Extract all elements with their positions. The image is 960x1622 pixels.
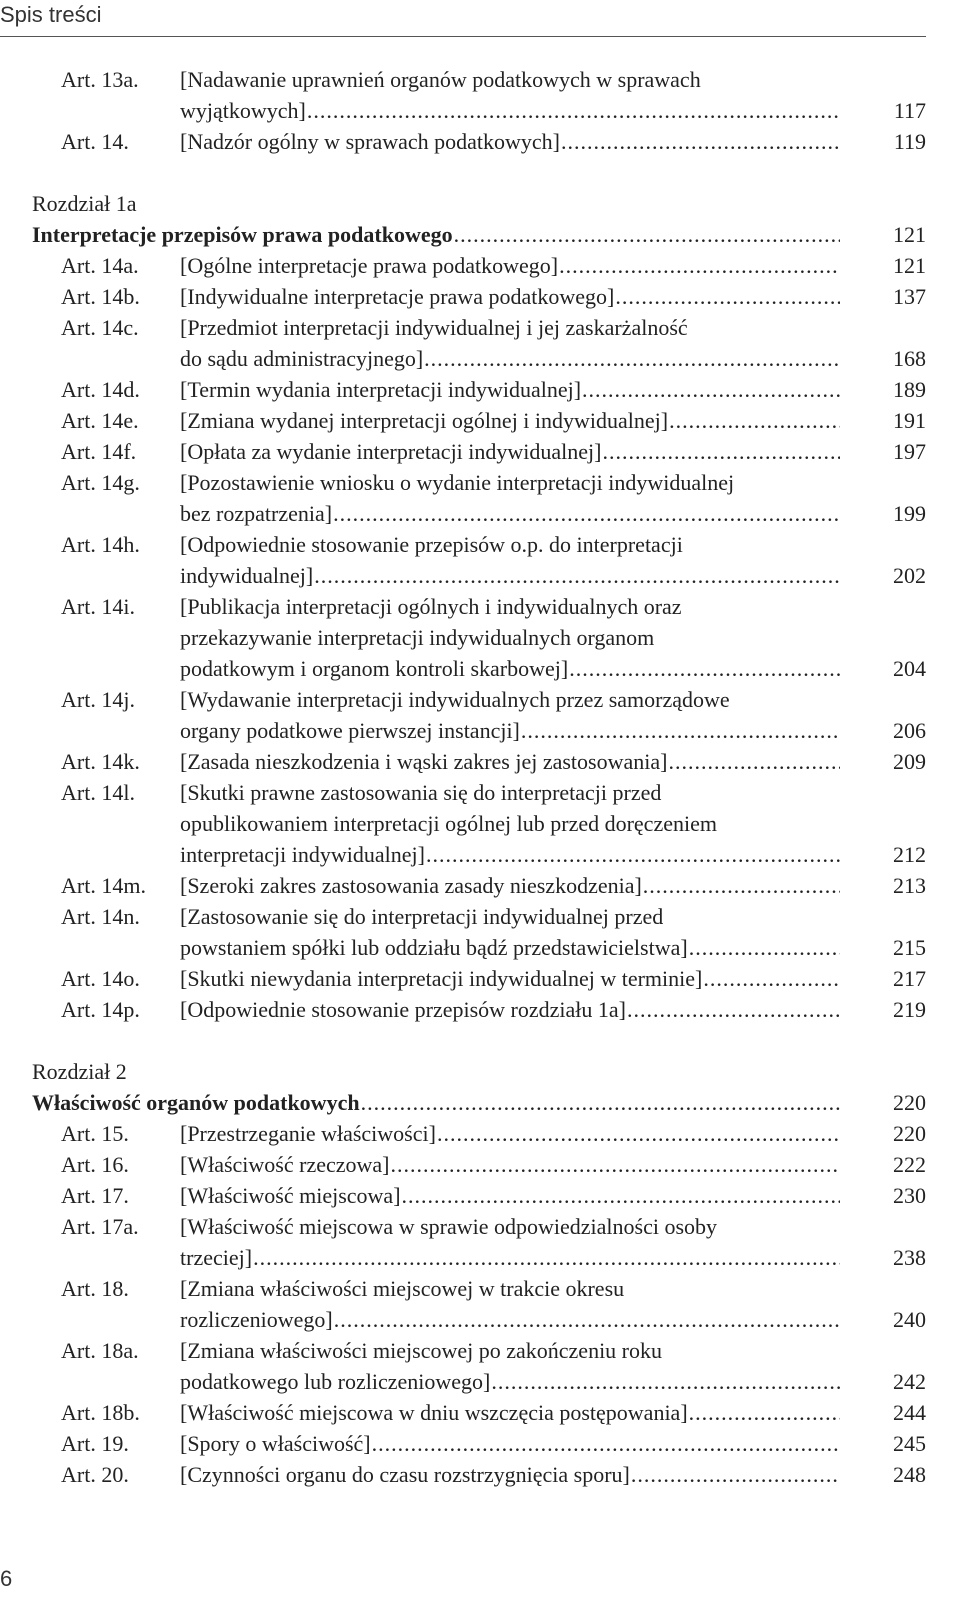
article-title-line [180,1149,926,1180]
toc-entry[interactable] [0,746,926,777]
toc-section [0,64,926,157]
article-title-line [180,1428,926,1459]
toc-entry[interactable] [0,281,926,312]
article-number: Art. 18. [61,1276,129,1301]
toc-entry[interactable] [0,312,926,374]
article-title [180,126,926,157]
toc-entry[interactable] [0,1428,926,1459]
page-ref: 199 [893,501,926,526]
article-title [180,746,926,777]
page-ref: 230 [893,1183,926,1208]
article-title-line [180,560,926,591]
article-title [180,281,926,312]
article-title [180,591,926,684]
dot-leader [703,963,840,994]
article-title-line [180,498,926,529]
article-title-text: [Czynności organu do czasu rozstrzygnięcia sporu] [180,1462,630,1487]
page-ref: 242 [893,1369,926,1394]
article-number: Art. 20. [61,1462,129,1487]
toc-entry[interactable] [0,1149,926,1180]
article-title-text: [Przestrzeganie właściwości] [180,1121,436,1146]
page-ref: 244 [893,1400,926,1425]
article-title-line [180,1397,926,1428]
page-ref: 217 [893,966,926,991]
article-title-line [180,1242,926,1273]
toc-entry[interactable] [0,870,926,901]
article-title-line [180,281,926,312]
article-title-line [180,870,926,901]
running-head: Spis treści [0,2,102,27]
dot-leader [402,1180,840,1211]
article-title-text: [Nadawanie uprawnień organów podatkowych w sprawach [180,67,701,92]
article-title-line [180,250,926,281]
toc-entry[interactable] [0,963,926,994]
article-number: Art. 14o. [61,966,140,991]
chapter-title: Właściwość organów podatkowych [32,1090,360,1115]
article-number: Art. 17. [61,1183,129,1208]
article-title-text: [Zmiana właściwości miejscowej po zakończeniu roku [180,1338,663,1363]
article-title [180,467,926,529]
article-title-text: powstaniem spółki lub oddziału bądź przedstawicielstwa] [180,935,688,960]
article-title-text: opublikowaniem interpretacji ogólnej lub przed doręczeniem [180,811,717,836]
article-number: Art. 14b. [61,284,140,309]
page-ref: 215 [893,935,926,960]
dot-leader [424,343,840,374]
dot-leader [559,250,840,281]
article-title [180,870,926,901]
article-title-line [180,1335,926,1366]
chapter-label: Rozdział 2 [32,1059,127,1084]
article-title-text: [Właściwość miejscowa w dniu wszczęcia postępowania] [180,1400,688,1425]
article-number: Art. 14a. [61,253,139,278]
toc-entry[interactable] [0,1459,926,1490]
article-title [180,436,926,467]
article-title [180,374,926,405]
toc-entry[interactable] [0,1397,926,1428]
chapter-page-number: 220 [893,1090,926,1115]
article-title [180,777,926,870]
article-title-text: rozliczeniowego] [180,1307,333,1332]
article-title-text: [Opłata za wydanie interpretacji indywidualnej] [180,439,602,464]
page-ref: 202 [893,563,926,588]
toc-entry[interactable] [0,684,926,746]
article-title-line [180,1211,926,1242]
article-title-line [180,374,926,405]
page-ref: 240 [893,1307,926,1332]
article-title-text: [Właściwość miejscowa w sprawie odpowiedzialności osoby [180,1214,718,1239]
dot-leader [627,994,840,1025]
toc-section [0,1056,926,1490]
article-title-text: [Nadzór ogólny w sprawach podatkowych] [180,129,560,154]
dot-leader [615,281,840,312]
page-ref: 245 [893,1431,926,1456]
article-title [180,1211,926,1273]
article-title-text: bez rozpatrzenia] [180,501,333,526]
article-number: Art. 14e. [61,408,139,433]
page-ref: 121 [893,253,926,278]
dot-leader [253,1242,840,1273]
chapter-title-row[interactable] [0,1087,926,1118]
article-title-text: [Zastosowanie się do interpretacji indywidualnej przed [180,904,664,929]
page-ref: 213 [893,873,926,898]
chapter-page-number: 121 [893,222,926,247]
article-title-text: [Zasada nieszkodzenia i wąski zakres jej zastosowania] [180,749,668,774]
dot-leader [668,746,840,777]
article-title [180,64,926,126]
page-ref: 137 [893,284,926,309]
toc-entry[interactable] [0,1118,926,1149]
article-title-line [180,932,926,963]
article-title-line [180,436,926,467]
page-ref: 248 [893,1462,926,1487]
dot-leader [603,436,841,467]
article-title-line [180,1118,926,1149]
article-title-line [180,1180,926,1211]
article-title-line [180,684,926,715]
article-title-line [180,1273,926,1304]
article-title-line [180,622,926,653]
dot-leader [314,560,840,591]
article-title [180,901,926,963]
toc-entry[interactable] [0,901,926,963]
article-number: Art. 14c. [61,315,139,340]
article-title-line [180,715,926,746]
dot-leader [333,498,840,529]
dot-leader [669,405,840,436]
article-title-text: [Ogólne interpretacje prawa podatkowego] [180,253,559,278]
article-number: Art. 18b. [61,1400,140,1425]
toc-entry[interactable] [0,529,926,591]
article-title-text: [Wydawanie interpretacji indywidualnych przez samorządowe [180,687,730,712]
dot-leader [561,126,840,157]
toc-entry[interactable] [0,374,926,405]
article-title-line [180,529,926,560]
article-title [180,250,926,281]
article-title [180,1149,926,1180]
dot-leader [582,374,840,405]
toc-entry[interactable] [0,1335,926,1397]
article-title-text: przekazywanie interpretacji indywidualnych organom [180,625,655,650]
article-title [180,1459,926,1490]
article-title-text: [Odpowiednie stosowanie przepisów rozdziału 1a] [180,997,626,1022]
page-ref: 168 [893,346,926,371]
article-title-text: do sądu administracyjnego] [180,346,424,371]
article-title-text: [Właściwość miejscowa] [180,1183,401,1208]
toc-entry[interactable] [0,64,926,126]
article-number: Art. 14f. [61,439,137,464]
article-title [180,1180,926,1211]
dot-leader [426,839,840,870]
article-title-text: [Zmiana wydanej interpretacji ogólnej i indywidualnej] [180,408,669,433]
page-ref: 189 [893,377,926,402]
page-ref: 219 [893,997,926,1022]
toc-entry[interactable] [0,405,926,436]
article-number: Art. 18a. [61,1338,139,1363]
article-title-text: trzeciej] [180,1245,253,1270]
article-title-text: [Przedmiot interpretacji indywidualnej i jej zaskarżalność [180,315,688,340]
article-title [180,1397,926,1428]
article-number: Art. 14i. [61,594,135,619]
dot-leader [643,870,840,901]
article-number: Art. 19. [61,1431,129,1456]
article-title-text: [Publikacja interpretacji ogólnych i indywidualnych oraz [180,594,682,619]
article-number: Art. 14k. [61,749,140,774]
article-title-line [180,343,926,374]
article-number: Art. 14l. [61,780,135,805]
toc-entry[interactable] [0,250,926,281]
table-of-contents [0,64,926,1521]
page-ref: 220 [893,1121,926,1146]
article-title [180,529,926,591]
article-title-text: wyjątkowych] [180,98,306,123]
article-title-text: [Indywidualne interpretacje prawa podatkowego] [180,284,615,309]
article-title [180,1428,926,1459]
article-title-text: [Właściwość rzeczowa] [180,1152,390,1177]
article-number: Art. 14n. [61,904,140,929]
article-title-text: organy podatkowe pierwszej instancji] [180,718,520,743]
article-title-line [180,1366,926,1397]
article-title-line [180,126,926,157]
article-title-text: podatkowym i organom kontroli skarbowej] [180,656,569,681]
page-ref: 238 [893,1245,926,1270]
toc-section [0,188,926,1025]
page-ref: 212 [893,842,926,867]
chapter-label: Rozdział 1a [32,191,137,216]
dot-leader [689,932,840,963]
article-title-text: [Spory o właściwość] [180,1431,371,1456]
toc-entry[interactable] [0,1180,926,1211]
dot-leader [491,1366,840,1397]
chapter-title: Interpretacje przepisów prawa podatkowego [32,222,453,247]
article-number: Art. 17a. [61,1214,139,1239]
article-number: Art. 15. [61,1121,129,1146]
page-ref: 117 [893,98,926,123]
page-ref: 222 [893,1152,926,1177]
toc-entry[interactable] [0,467,926,529]
article-number: Art. 14j. [61,687,135,712]
article-number: Art. 14. [61,129,129,154]
article-number: Art. 16. [61,1152,129,1177]
page-ref: 191 [893,408,926,433]
article-title-line [180,901,926,932]
article-title-text: podatkowego lub rozliczeniowego] [180,1369,491,1394]
article-title-line [180,653,926,684]
article-title-line [180,467,926,498]
article-number: Art. 14g. [61,470,140,495]
article-title-text: [Skutki prawne zastosowania się do interpretacji przed [180,780,662,805]
article-number: Art. 13a. [61,67,139,92]
article-title-line [180,64,926,95]
dot-leader [454,219,840,250]
article-title-text: indywidualnej] [180,563,314,588]
article-title-line [180,1459,926,1490]
article-title-line [180,95,926,126]
page-ref: 206 [893,718,926,743]
article-title-text: [Pozostawienie wniosku o wydanie interpretacji indywidualnej [180,470,735,495]
article-number: Art. 14d. [61,377,140,402]
toc-entry[interactable] [0,777,926,870]
article-title-text: [Zmiana właściwości miejscowej w trakcie okresu [180,1276,625,1301]
article-title [180,405,926,436]
article-title [180,684,926,746]
toc-entry[interactable] [0,126,926,157]
dot-leader [437,1118,840,1149]
article-title-line [180,963,926,994]
toc-entry[interactable] [0,591,926,684]
dot-leader [569,653,840,684]
article-title [180,312,926,374]
dot-leader [689,1397,840,1428]
toc-entry[interactable] [0,1273,926,1335]
article-title-text: [Skutki niewydania interpretacji indywidualnej w terminie] [180,966,703,991]
chapter-title-row[interactable] [0,219,926,250]
article-title [180,1118,926,1149]
toc-entry[interactable] [0,436,926,467]
header-rule [0,36,926,37]
dot-leader [307,95,840,126]
dot-leader [521,715,840,746]
article-title-line [180,1304,926,1335]
article-title-line [180,312,926,343]
page-ref: 209 [893,749,926,774]
dot-leader [372,1428,840,1459]
page-number: 6 [0,1566,13,1591]
article-title-line [180,405,926,436]
dot-leader [631,1459,840,1490]
dot-leader [390,1149,840,1180]
article-title-line [180,994,926,1025]
article-title-line [180,777,926,808]
article-title [180,994,926,1025]
article-title [180,1273,926,1335]
article-title-text: [Odpowiednie stosowanie przepisów o.p. do interpretacji [180,532,683,557]
article-number: Art. 14h. [61,532,140,557]
article-title [180,1335,926,1397]
article-title-line [180,808,926,839]
article-number: Art. 14m. [61,873,146,898]
article-title-text: [Termin wydania interpretacji indywidualnej] [180,377,582,402]
dot-leader [361,1087,840,1118]
article-title-text: [Szeroki zakres zastosowania zasady nieszkodzenia] [180,873,642,898]
page-ref: 204 [893,656,926,681]
article-title [180,963,926,994]
article-title-line [180,746,926,777]
page-ref: 197 [893,439,926,464]
article-title-line [180,591,926,622]
toc-entry[interactable] [0,994,926,1025]
article-title-text: interpretacji indywidualnej] [180,842,425,867]
article-title-line [180,839,926,870]
toc-entry[interactable] [0,1211,926,1273]
article-number: Art. 14p. [61,997,140,1022]
dot-leader [334,1304,840,1335]
page-ref: 119 [893,129,926,154]
